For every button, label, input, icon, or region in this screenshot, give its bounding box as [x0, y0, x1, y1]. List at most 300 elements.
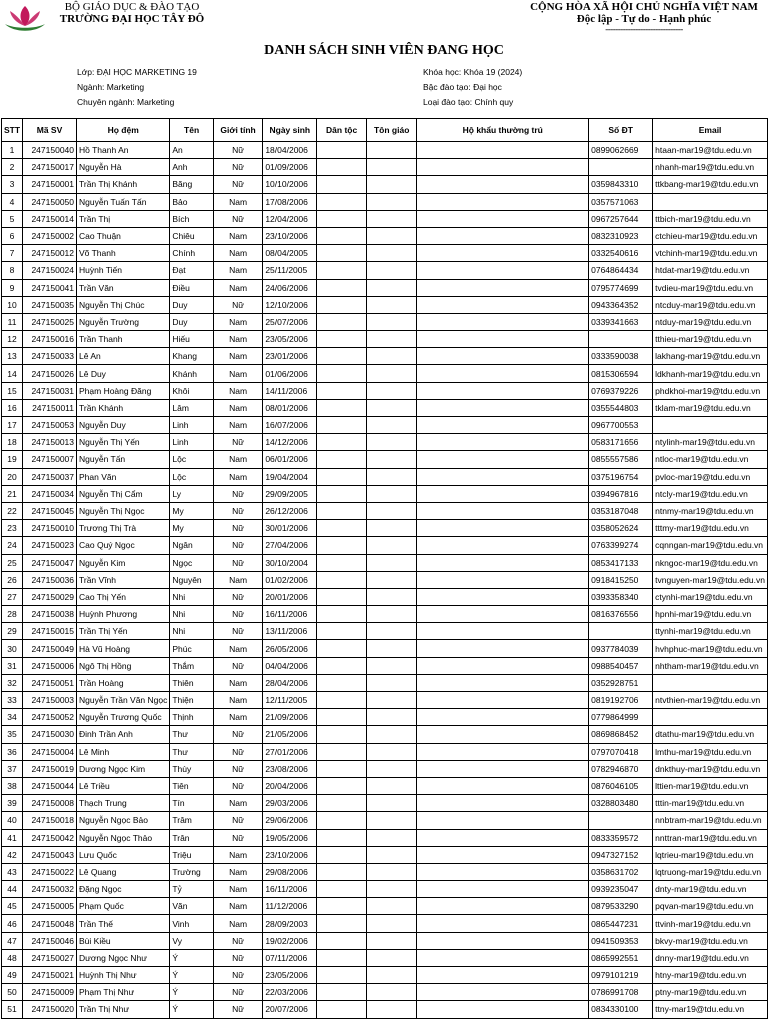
email-cell: nhtham-mar19@tdu.edu.vn [653, 657, 768, 674]
student-id-cell: 247150043 [23, 846, 77, 863]
phone-cell: 0339341663 [589, 313, 653, 330]
middle-name-cell: Phạm Quốc [77, 898, 170, 915]
religion-cell [367, 623, 417, 640]
gender-cell: Nữ [213, 520, 262, 537]
phone-cell [589, 623, 653, 640]
table-row [2, 227, 768, 244]
student-id-cell: 247150012 [23, 245, 77, 262]
phone-cell: 0355544803 [589, 399, 653, 416]
gender-cell: Nam [213, 863, 262, 880]
ethnicity-cell [317, 623, 367, 640]
first-name-cell: Anh [170, 159, 213, 176]
phone-cell: 0786991708 [589, 984, 653, 1001]
ethnicity-cell [317, 262, 367, 279]
religion-cell [367, 674, 417, 691]
first-name-cell: Ngân [170, 537, 213, 554]
phone-cell [589, 812, 653, 829]
gender-cell: Nữ [213, 760, 262, 777]
residence-cell [417, 296, 589, 313]
email-cell: lmthu-mar19@tdu.edu.vn [653, 743, 768, 760]
religion-cell [367, 142, 417, 159]
phone-cell: 0358631702 [589, 863, 653, 880]
stt-cell: 47 [2, 932, 23, 949]
table-row [2, 829, 768, 846]
religion-cell [367, 863, 417, 880]
religion-cell [367, 485, 417, 502]
phone-cell: 0815306594 [589, 365, 653, 382]
birthdate-cell: 23/10/2006 [263, 846, 317, 863]
religion-cell [367, 520, 417, 537]
birthdate-cell: 08/01/2006 [263, 399, 317, 416]
middle-name-cell: Nguyễn Trương Quốc [77, 709, 170, 726]
stt-cell: 7 [2, 245, 23, 262]
table-row [2, 485, 768, 502]
student-id-cell: 247150033 [23, 348, 77, 365]
table-row [2, 743, 768, 760]
table-row [2, 606, 768, 623]
first-name-cell: Lộc [170, 451, 213, 468]
stt-cell: 40 [2, 812, 23, 829]
first-name-cell: Duy [170, 313, 213, 330]
student-id-cell: 247150007 [23, 451, 77, 468]
gender-cell: Nam [213, 331, 262, 348]
residence-cell [417, 210, 589, 227]
table-row [2, 760, 768, 777]
student-id-cell: 247150002 [23, 227, 77, 244]
stt-cell: 1 [2, 142, 23, 159]
phone-cell: 0869868452 [589, 726, 653, 743]
ethnicity-cell [317, 554, 367, 571]
ethnicity-cell [317, 451, 367, 468]
student-id-cell: 247150021 [23, 967, 77, 984]
ethnicity-cell [317, 279, 367, 296]
stt-cell: 19 [2, 451, 23, 468]
col-header-birthdate: Ngày sinh [263, 119, 317, 142]
birthdate-cell: 29/06/2006 [263, 812, 317, 829]
residence-cell [417, 777, 589, 794]
residence-cell [417, 382, 589, 399]
gender-cell: Nữ [213, 296, 262, 313]
table-row [2, 898, 768, 915]
birthdate-cell: 28/09/2003 [263, 915, 317, 932]
email-cell: nkngoc-mar19@tdu.edu.vn [653, 554, 768, 571]
stt-cell: 6 [2, 227, 23, 244]
table-row [2, 434, 768, 451]
middle-name-cell: Lưu Quốc [77, 846, 170, 863]
student-id-cell: 247150024 [23, 262, 77, 279]
first-name-cell: Ý [170, 967, 213, 984]
birthdate-cell: 21/09/2006 [263, 709, 317, 726]
middle-name-cell: Nguyễn Tấn [77, 451, 170, 468]
ethnicity-cell [317, 468, 367, 485]
ethnicity-cell [317, 210, 367, 227]
gender-cell: Nam [213, 898, 262, 915]
email-cell: ttbich-mar19@tdu.edu.vn [653, 210, 768, 227]
student-id-cell: 247150022 [23, 863, 77, 880]
first-name-cell: Phúc [170, 640, 213, 657]
first-name-cell: Ý [170, 984, 213, 1001]
first-name-cell: An [170, 142, 213, 159]
middle-name-cell: Phạm Hoàng Đăng [77, 382, 170, 399]
stt-cell: 3 [2, 176, 23, 193]
birthdate-cell: 16/11/2006 [263, 881, 317, 898]
student-table-body [2, 142, 768, 1019]
ethnicity-cell [317, 434, 367, 451]
residence-cell [417, 279, 589, 296]
phone-cell: 0797070418 [589, 743, 653, 760]
email-cell: lttien-mar19@tdu.edu.vn [653, 777, 768, 794]
table-row [2, 674, 768, 691]
first-name-cell: Vinh [170, 915, 213, 932]
ethnicity-cell [317, 571, 367, 588]
table-row [2, 451, 768, 468]
religion-cell [367, 417, 417, 434]
student-id-cell: 247150035 [23, 296, 77, 313]
birthdate-cell: 19/05/2006 [263, 829, 317, 846]
first-name-cell: Thịnh [170, 709, 213, 726]
first-name-cell: Trâm [170, 812, 213, 829]
ethnicity-cell [317, 898, 367, 915]
table-row [2, 1001, 768, 1018]
student-id-cell: 247150017 [23, 159, 77, 176]
phone-cell: 0333590038 [589, 348, 653, 365]
birthdate-cell: 10/10/2006 [263, 176, 317, 193]
republic-name: CỘNG HÒA XÃ HỘI CHỦ NGHĨA VIỆT NAM [530, 1, 758, 13]
document-title: DANH SÁCH SINH VIÊN ĐANG HỌC [264, 43, 504, 58]
residence-cell [417, 846, 589, 863]
student-id-cell: 247150048 [23, 915, 77, 932]
ethnicity-cell [317, 692, 367, 709]
religion-cell [367, 657, 417, 674]
birthdate-cell: 16/11/2006 [263, 606, 317, 623]
stt-cell: 15 [2, 382, 23, 399]
ethnicity-cell [317, 949, 367, 966]
table-row [2, 399, 768, 416]
student-id-cell: 247150031 [23, 382, 77, 399]
gender-cell: Nữ [213, 502, 262, 519]
middle-name-cell: Lê Minh [77, 743, 170, 760]
gender-cell: Nữ [213, 142, 262, 159]
stt-cell: 29 [2, 623, 23, 640]
table-row [2, 296, 768, 313]
residence-cell [417, 485, 589, 502]
middle-name-cell: Huỳnh Tiến [77, 262, 170, 279]
stt-cell: 24 [2, 537, 23, 554]
table-row [2, 846, 768, 863]
email-cell: lqtrieu-mar19@tdu.edu.vn [653, 846, 768, 863]
ethnicity-cell [317, 313, 367, 330]
residence-cell [417, 726, 589, 743]
residence-cell [417, 588, 589, 605]
student-table [1, 118, 768, 1019]
gender-cell: Nam [213, 313, 262, 330]
birthdate-cell: 19/04/2004 [263, 468, 317, 485]
email-cell [653, 193, 768, 210]
ethnicity-cell [317, 984, 367, 1001]
table-row [2, 640, 768, 657]
first-name-cell: Thư [170, 726, 213, 743]
student-id-cell: 247150004 [23, 743, 77, 760]
student-id-cell: 247150003 [23, 692, 77, 709]
col-header-residence: Hộ khẩu thường trú [417, 119, 589, 142]
ethnicity-cell [317, 709, 367, 726]
middle-name-cell: Đặng Ngọc [77, 881, 170, 898]
birthdate-cell: 20/01/2006 [263, 588, 317, 605]
ethnicity-cell [317, 502, 367, 519]
ethnicity-cell [317, 296, 367, 313]
gender-cell: Nam [213, 193, 262, 210]
middle-name-cell: Cao Quý Ngọc [77, 537, 170, 554]
stt-cell: 2 [2, 159, 23, 176]
ethnicity-cell [317, 606, 367, 623]
phone-cell: 0332540616 [589, 245, 653, 262]
class-label: Lớp: ĐẠI HỌC MARKETING 19 [77, 67, 197, 77]
first-name-cell: Tỷ [170, 881, 213, 898]
phone-cell: 0764864434 [589, 262, 653, 279]
stt-cell: 8 [2, 262, 23, 279]
stt-cell: 4 [2, 193, 23, 210]
religion-cell [367, 726, 417, 743]
ethnicity-cell [317, 365, 367, 382]
stt-cell: 34 [2, 709, 23, 726]
religion-cell [367, 279, 417, 296]
gender-cell: Nam [213, 709, 262, 726]
email-cell: tvdieu-mar19@tdu.edu.vn [653, 279, 768, 296]
ethnicity-cell [317, 795, 367, 812]
stt-cell: 23 [2, 520, 23, 537]
table-row [2, 262, 768, 279]
residence-cell [417, 898, 589, 915]
gender-cell: Nữ [213, 176, 262, 193]
residence-cell [417, 331, 589, 348]
table-row [2, 571, 768, 588]
student-id-cell: 247150041 [23, 279, 77, 296]
birthdate-cell: 14/11/2006 [263, 382, 317, 399]
residence-cell [417, 348, 589, 365]
email-cell: ttynhi-mar19@tdu.edu.vn [653, 623, 768, 640]
gender-cell: Nam [213, 245, 262, 262]
student-id-cell: 247150023 [23, 537, 77, 554]
gender-cell: Nam [213, 279, 262, 296]
first-name-cell: Chính [170, 245, 213, 262]
stt-cell: 43 [2, 863, 23, 880]
gender-cell: Nữ [213, 949, 262, 966]
gender-cell: Nam [213, 262, 262, 279]
birthdate-cell: 08/04/2005 [263, 245, 317, 262]
student-id-cell: 247150014 [23, 210, 77, 227]
religion-cell [367, 245, 417, 262]
phone-cell: 0795774699 [589, 279, 653, 296]
gender-cell: Nam [213, 640, 262, 657]
table-row [2, 812, 768, 829]
stt-cell: 38 [2, 777, 23, 794]
religion-cell [367, 949, 417, 966]
first-name-cell: Thắm [170, 657, 213, 674]
middle-name-cell: Trần Thị Như [77, 1001, 170, 1018]
phone-cell: 0763399274 [589, 537, 653, 554]
col-header-student-id: Mã SV [23, 119, 77, 142]
birthdate-cell: 06/01/2006 [263, 451, 317, 468]
stt-cell: 25 [2, 554, 23, 571]
table-row [2, 588, 768, 605]
residence-cell [417, 967, 589, 984]
ethnicity-cell [317, 881, 367, 898]
gender-cell: Nam [213, 881, 262, 898]
birthdate-cell: 07/11/2006 [263, 949, 317, 966]
table-row [2, 313, 768, 330]
phone-cell [589, 331, 653, 348]
religion-cell [367, 451, 417, 468]
email-cell: tklam-mar19@tdu.edu.vn [653, 399, 768, 416]
first-name-cell: Thư [170, 743, 213, 760]
table-row [2, 967, 768, 984]
birthdate-cell: 21/05/2006 [263, 726, 317, 743]
gender-cell: Nữ [213, 812, 262, 829]
gender-cell: Nữ [213, 829, 262, 846]
birthdate-cell: 23/05/2006 [263, 331, 317, 348]
stt-cell: 17 [2, 417, 23, 434]
birthdate-cell: 29/08/2006 [263, 863, 317, 880]
residence-cell [417, 674, 589, 691]
gender-cell: Nam [213, 348, 262, 365]
first-name-cell: Triệu [170, 846, 213, 863]
ethnicity-cell [317, 159, 367, 176]
email-cell [653, 674, 768, 691]
email-cell: pqvan-mar19@tdu.edu.vn [653, 898, 768, 915]
religion-cell [367, 159, 417, 176]
first-name-cell: Ly [170, 485, 213, 502]
residence-cell [417, 537, 589, 554]
ethnicity-cell [317, 382, 367, 399]
ethnicity-cell [317, 760, 367, 777]
religion-cell [367, 434, 417, 451]
birthdate-cell: 17/08/2006 [263, 193, 317, 210]
first-name-cell: Băng [170, 176, 213, 193]
phone-cell: 0357571063 [589, 193, 653, 210]
residence-cell [417, 142, 589, 159]
middle-name-cell: Hồ Thanh An [77, 142, 170, 159]
email-cell: ntduy-mar19@tdu.edu.vn [653, 313, 768, 330]
middle-name-cell: Nguyễn Thị Yến [77, 434, 170, 451]
phone-cell: 0967257644 [589, 210, 653, 227]
first-name-cell: Khôi [170, 382, 213, 399]
middle-name-cell: Trần Văn [77, 279, 170, 296]
email-cell: ttvinh-mar19@tdu.edu.vn [653, 915, 768, 932]
first-name-cell: Nhi [170, 623, 213, 640]
first-name-cell: Nguyên [170, 571, 213, 588]
school-logo-icon [2, 2, 48, 34]
table-row [2, 932, 768, 949]
phone-cell: 0937784039 [589, 640, 653, 657]
religion-cell [367, 777, 417, 794]
gender-cell: Nam [213, 915, 262, 932]
gender-cell: Nữ [213, 588, 262, 605]
phone-cell: 0876046105 [589, 777, 653, 794]
student-id-cell: 247150047 [23, 554, 77, 571]
first-name-cell: My [170, 502, 213, 519]
phone-cell: 0865992551 [589, 949, 653, 966]
email-cell: ldkhanh-mar19@tdu.edu.vn [653, 365, 768, 382]
email-cell: ttny-mar19@tdu.edu.vn [653, 1001, 768, 1018]
religion-cell [367, 1001, 417, 1018]
residence-cell [417, 623, 589, 640]
gender-cell: Nữ [213, 726, 262, 743]
stt-cell: 26 [2, 571, 23, 588]
email-cell: nnttran-mar19@tdu.edu.vn [653, 829, 768, 846]
middle-name-cell: Đinh Trần Anh [77, 726, 170, 743]
residence-cell [417, 434, 589, 451]
phone-cell: 0879533290 [589, 898, 653, 915]
student-id-cell: 247150037 [23, 468, 77, 485]
middle-name-cell: Nguyễn Trường [77, 313, 170, 330]
gender-cell: Nữ [213, 485, 262, 502]
residence-cell [417, 743, 589, 760]
middle-name-cell: Hà Vũ Hoàng [77, 640, 170, 657]
religion-cell [367, 227, 417, 244]
birthdate-cell: 30/10/2004 [263, 554, 317, 571]
birthdate-cell: 04/04/2006 [263, 657, 317, 674]
birthdate-cell: 01/06/2006 [263, 365, 317, 382]
ethnicity-cell [317, 417, 367, 434]
ethnicity-cell [317, 520, 367, 537]
first-name-cell: Khánh [170, 365, 213, 382]
phone-cell: 0819192706 [589, 692, 653, 709]
email-cell: htdat-mar19@tdu.edu.vn [653, 262, 768, 279]
first-name-cell: Văn [170, 898, 213, 915]
residence-cell [417, 915, 589, 932]
religion-cell [367, 571, 417, 588]
religion-cell [367, 984, 417, 1001]
residence-cell [417, 176, 589, 193]
student-id-cell: 247150026 [23, 365, 77, 382]
table-row [2, 623, 768, 640]
table-row [2, 176, 768, 193]
religion-cell [367, 606, 417, 623]
email-cell: dtathu-mar19@tdu.edu.vn [653, 726, 768, 743]
email-cell [653, 709, 768, 726]
table-row [2, 984, 768, 1001]
email-cell: tttmy-mar19@tdu.edu.vn [653, 520, 768, 537]
email-cell: ntcly-mar19@tdu.edu.vn [653, 485, 768, 502]
gender-cell: Nữ [213, 1001, 262, 1018]
student-id-cell: 247150044 [23, 777, 77, 794]
ethnicity-cell [317, 777, 367, 794]
ethnicity-cell [317, 812, 367, 829]
religion-cell [367, 812, 417, 829]
residence-cell [417, 417, 589, 434]
student-id-cell: 247150030 [23, 726, 77, 743]
table-row [2, 365, 768, 382]
student-id-cell: 247150029 [23, 588, 77, 605]
birthdate-cell: 27/04/2006 [263, 537, 317, 554]
ethnicity-cell [317, 967, 367, 984]
religion-cell [367, 588, 417, 605]
birthdate-cell: 29/09/2005 [263, 485, 317, 502]
training-type-label: Loại đào tạo: Chính quy [423, 97, 514, 107]
first-name-cell: Thiên [170, 674, 213, 691]
stt-cell: 51 [2, 1001, 23, 1018]
col-header-gender: Giới tính [213, 119, 262, 142]
gender-cell: Nam [213, 571, 262, 588]
table-row [2, 210, 768, 227]
ethnicity-cell [317, 193, 367, 210]
email-cell: ttkbang-mar19@tdu.edu.vn [653, 176, 768, 193]
gender-cell: Nam [213, 468, 262, 485]
email-cell: hvhphuc-mar19@tdu.edu.vn [653, 640, 768, 657]
student-id-cell: 247150018 [23, 812, 77, 829]
residence-cell [417, 227, 589, 244]
middle-name-cell: Trần Thị Yến [77, 623, 170, 640]
